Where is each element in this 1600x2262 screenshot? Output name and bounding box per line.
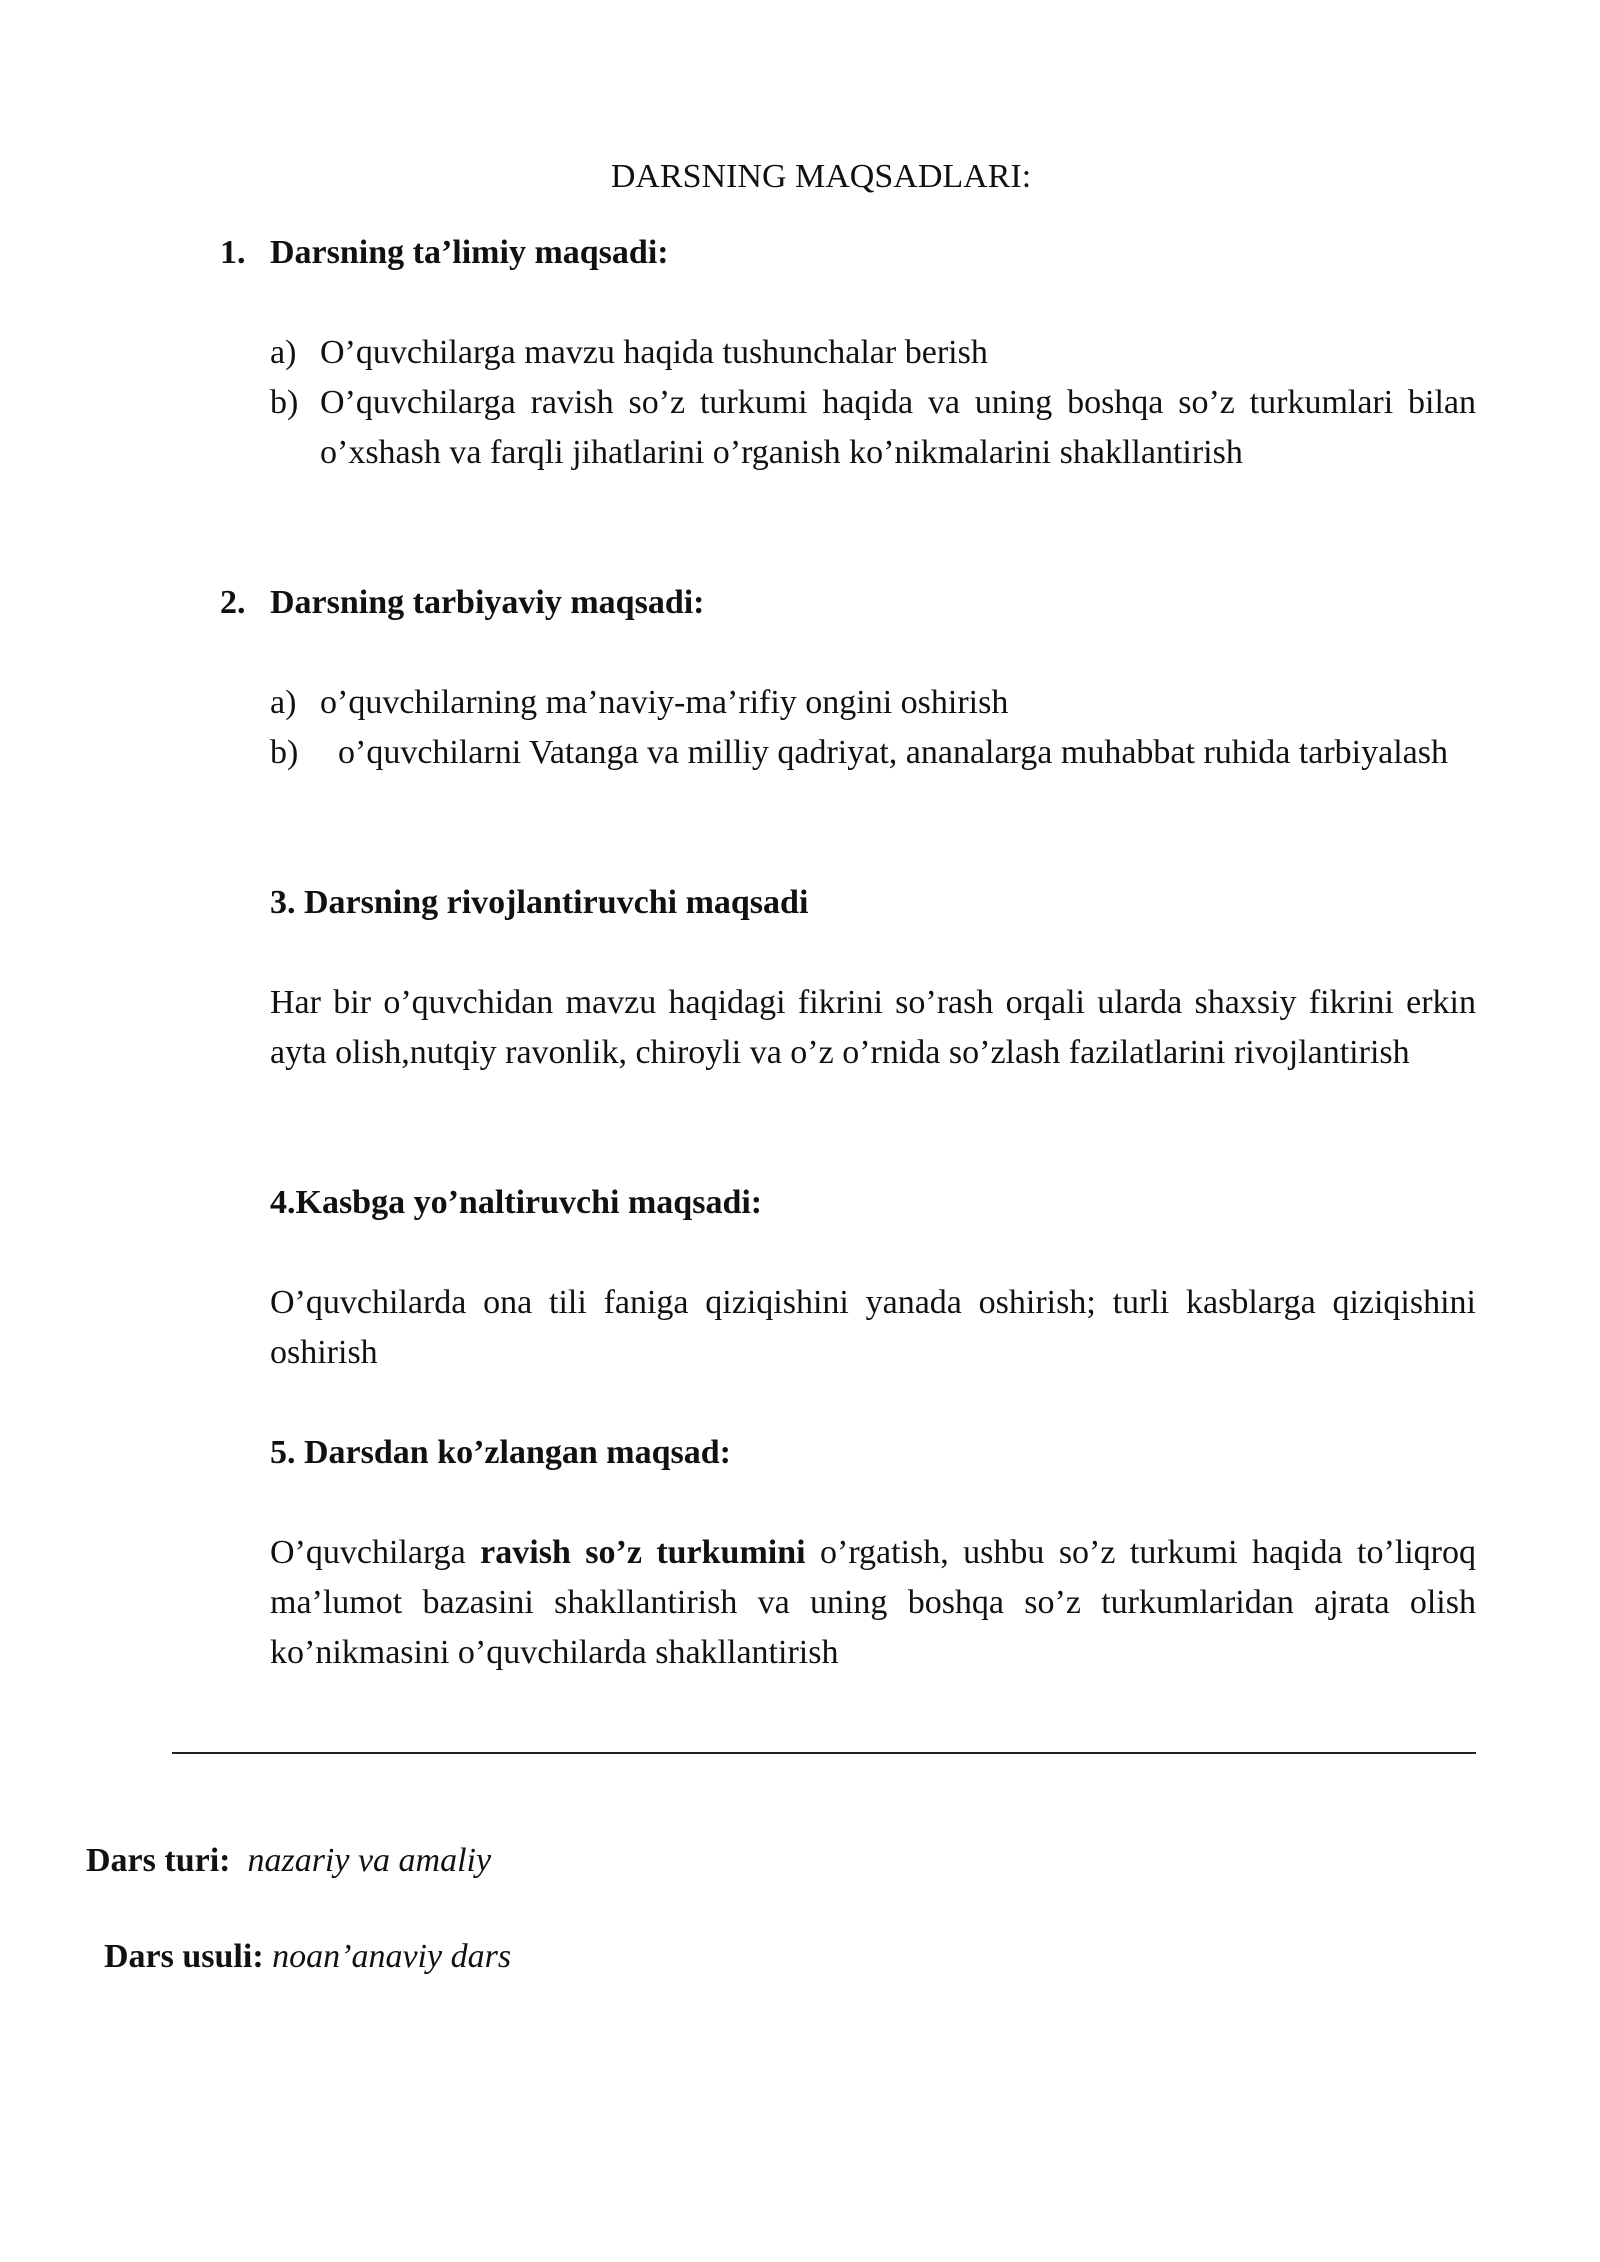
list-marker: a) — [270, 684, 297, 721]
section-3-heading: 3. Darsning rivojlantiruvchi maqsadi — [270, 884, 809, 921]
section-2-number: 2. — [220, 584, 246, 621]
section-2-heading — [220, 578, 705, 628]
list-item-text: o’quvchilarni Vatanga va milliy qadriyat, ananalarga muhabbat ruhida tarbiyalash — [338, 734, 1448, 771]
section-5-body-emphasis: ravish so’z turkumini — [480, 1534, 806, 1571]
section-2-list — [270, 678, 1476, 778]
list-item-text: o’quvchilarning ma’naviy-ma’rifiy ongini oshirish — [320, 684, 1009, 721]
section-4-heading: 4.Kasbga yo’naltiruvchi maqsadi: — [270, 1184, 763, 1221]
list-marker: a) — [270, 334, 297, 371]
section-1-list — [270, 328, 1476, 478]
list-item — [270, 328, 1476, 378]
list-item — [270, 728, 1476, 778]
list-item-text: O’quvchilarga ravish so’z turkumi haqida va uning boshqa so’z turkumlari bilan o’xshash va farqli jihatlarini o’rganish ko’nikmalarini shakllantirish — [320, 384, 1476, 471]
section-5-body — [270, 1528, 1476, 1678]
page-title: DARSNING MAQSADLARI: — [610, 158, 1032, 195]
lesson-type-value: nazariy va amaliy — [247, 1842, 492, 1879]
section-1-title: Darsning ta’limiy maqsadi: — [270, 234, 669, 271]
section-3-body: Har bir o’quvchidan mavzu haqidagi fikrini so’rash orqali ularda shaxsiy fikrini erkin ayta olish,nutqiy ravonlik, chiroyli va o’z o’rnida so’zlash fazilatlarini rivojlantirish — [270, 984, 1476, 1071]
list-marker: b) — [270, 734, 299, 771]
list-item-text: O’quvchilarga mavzu haqida tushunchalar berish — [320, 334, 988, 371]
list-item — [270, 378, 1476, 478]
section-1-number: 1. — [220, 234, 246, 271]
lesson-type-label: Dars turi: — [86, 1842, 231, 1879]
horizontal-divider — [172, 1752, 1476, 1754]
section-2-title: Darsning tarbiyaviy maqsadi: — [270, 584, 705, 621]
section-1-heading — [220, 228, 669, 278]
section-4-body: O’quvchilarda ona tili faniga qiziqishini yanada oshirish; turli kasblarga qiziqishini oshirish — [270, 1284, 1476, 1371]
section-5-heading: 5. Darsdan ko’zlangan maqsad: — [270, 1434, 731, 1471]
lesson-method-label: Dars usuli: — [104, 1938, 264, 1975]
list-marker: b) — [270, 384, 299, 421]
lesson-method — [104, 1932, 511, 1982]
lesson-type — [86, 1836, 491, 1886]
section-5-body-start: O’quvchilarga — [270, 1534, 466, 1571]
section-5-body-end: o’rgatish, ushbu so’z turkumi haqida to’liqroq ma’lumot bazasini shakllantirish va uning boshqa so’z turkumlaridan ajrata olish ko’nikmasini o’quvchilarda shakllantirish — [270, 1534, 1476, 1671]
list-item — [270, 678, 1476, 728]
lesson-method-value: noan’anaviy dars — [272, 1938, 512, 1975]
